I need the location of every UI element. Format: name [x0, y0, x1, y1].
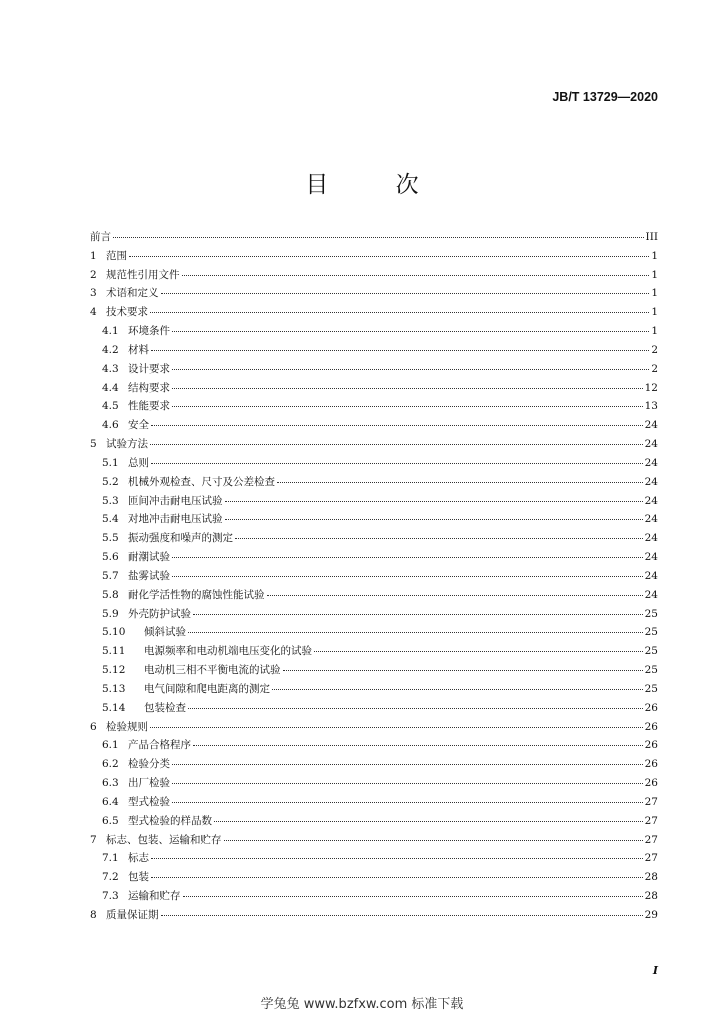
toc-entry-page: 24 — [644, 438, 658, 451]
dot-leader — [267, 587, 643, 596]
toc-entry[interactable] — [90, 417, 658, 436]
toc-entry-page: III — [645, 231, 658, 243]
toc-entry-title: 标志 — [128, 852, 149, 865]
toc-entry-title: 结构要求 — [128, 381, 170, 394]
toc-entry-number: 5.6 — [102, 551, 119, 564]
toc-entry-number: 5.13 — [102, 682, 126, 695]
toc-entry[interactable] — [90, 737, 658, 756]
dot-leader — [151, 417, 643, 426]
dot-leader — [172, 380, 643, 389]
toc-entry-number: 1 — [90, 249, 97, 262]
toc-entry[interactable] — [90, 342, 658, 361]
toc-entry-number: 5.10 — [102, 626, 126, 639]
toc-entry-page: 24 — [644, 475, 658, 488]
toc-entry[interactable] — [90, 511, 658, 530]
dot-leader — [188, 700, 643, 709]
toc-entry[interactable] — [90, 587, 658, 606]
dot-leader — [193, 606, 643, 615]
toc-entry-page: 29 — [644, 908, 658, 921]
toc-entry-title: 前言 — [90, 231, 111, 243]
toc-entry-number: 7.3 — [102, 889, 119, 902]
toc-entry-page: 25 — [644, 626, 658, 639]
toc-entry[interactable] — [90, 530, 658, 549]
toc-entry-number: 6.1 — [102, 739, 119, 752]
toc-entry-title: 性能要求 — [128, 400, 170, 413]
toc-entry-page: 25 — [644, 607, 658, 620]
toc-entry-page: 26 — [644, 777, 658, 790]
toc-entry-number: 4 — [90, 306, 97, 319]
toc-entry[interactable] — [90, 248, 658, 267]
toc-entry-page: 24 — [644, 588, 658, 601]
toc-entry-number: 5.5 — [102, 532, 119, 545]
toc-entry[interactable] — [90, 869, 658, 888]
dot-leader — [172, 549, 643, 558]
dot-leader — [277, 474, 643, 483]
toc-entry-title: 试验方法 — [106, 438, 148, 451]
toc-entry-number: 2 — [90, 268, 97, 281]
toc-entry-title: 匝间冲击耐电压试验 — [128, 494, 223, 507]
toc-entry-page: 27 — [644, 795, 658, 808]
toc-entry[interactable] — [90, 624, 658, 643]
toc-entry-page: 24 — [644, 494, 658, 507]
toc-entry-number: 6 — [90, 720, 97, 733]
toc-entry[interactable] — [90, 436, 658, 455]
toc-entry-title: 规范性引用文件 — [106, 268, 180, 281]
toc-entry[interactable] — [90, 361, 658, 380]
toc-entry-number: 7 — [90, 833, 97, 846]
toc-entry-page: 27 — [644, 814, 658, 827]
toc-entry[interactable] — [90, 681, 658, 700]
dot-leader — [188, 624, 643, 633]
toc-entry[interactable] — [90, 323, 658, 342]
toc-entry[interactable] — [90, 267, 658, 286]
toc-entry[interactable] — [90, 285, 658, 304]
document-code: JB/T 13729—2020 — [552, 90, 658, 104]
toc-entry-page: 25 — [644, 664, 658, 677]
toc-entry-number: 5.4 — [102, 513, 119, 526]
dot-leader — [113, 229, 644, 238]
toc-entry[interactable] — [90, 907, 658, 926]
dot-leader — [172, 398, 643, 407]
toc-entry-page: 27 — [644, 833, 658, 846]
toc-entry[interactable] — [90, 474, 658, 493]
toc-entry-number: 5.1 — [102, 456, 119, 469]
toc-entry-number: 5.8 — [102, 588, 119, 601]
toc-entry-page: 27 — [644, 852, 658, 865]
dot-leader — [283, 662, 643, 671]
dot-leader — [151, 869, 643, 878]
dot-leader — [225, 493, 643, 502]
toc-entry-title: 型式检验 — [128, 795, 170, 808]
toc-entry-page: 13 — [644, 400, 658, 413]
toc-entry-title: 设计要求 — [128, 362, 170, 375]
toc-entry-number: 4.1 — [102, 325, 119, 338]
toc-entry-number: 6.5 — [102, 814, 119, 827]
toc-entry[interactable] — [90, 832, 658, 851]
toc-entry-title: 外壳防护试验 — [128, 607, 191, 620]
toc-entry-number: 5.11 — [102, 645, 126, 658]
toc-entry-title: 材料 — [128, 343, 149, 356]
dot-leader — [150, 304, 649, 313]
toc-entry-page: 26 — [644, 720, 658, 733]
toc-entry[interactable] — [90, 756, 658, 775]
toc-entry-title: 振动强度和噪声的测定 — [128, 532, 233, 545]
toc-entry-page: 2 — [651, 362, 658, 375]
toc-entry[interactable] — [90, 549, 658, 568]
dot-leader — [150, 719, 643, 728]
toc-entry-number: 7.1 — [102, 852, 119, 865]
dot-leader — [172, 756, 643, 765]
toc-entry-number: 4.4 — [102, 381, 119, 394]
toc-entry-number: 4.6 — [102, 419, 119, 432]
dot-leader — [161, 907, 643, 916]
toc-entry-title: 耐化学活性物的腐蚀性能试验 — [128, 588, 265, 601]
toc-entry-title: 运输和贮存 — [128, 889, 181, 902]
toc-entry-page: 1 — [651, 268, 658, 281]
toc-entry-title: 耐潮试验 — [128, 551, 170, 564]
toc-entry[interactable] — [90, 606, 658, 625]
toc-entry-page: 25 — [644, 645, 658, 658]
toc-entry-title: 对地冲击耐电压试验 — [128, 513, 223, 526]
toc-entry[interactable] — [90, 398, 658, 417]
toc-entry-page: 24 — [644, 532, 658, 545]
toc-entry-title: 盐雾试验 — [128, 569, 170, 582]
toc-entry[interactable] — [90, 493, 658, 512]
toc-entry-page: 24 — [644, 569, 658, 582]
toc-entry[interactable] — [90, 719, 658, 738]
page-title: 目 次 — [305, 172, 449, 198]
toc-entry-title: 产品合格程序 — [128, 739, 191, 752]
table-of-contents — [90, 229, 658, 926]
toc-entry-title: 检验分类 — [128, 758, 170, 771]
toc-entry[interactable] — [90, 380, 658, 399]
toc-entry-number: 7.2 — [102, 871, 119, 884]
toc-entry[interactable] — [90, 568, 658, 587]
toc-entry-number: 6.3 — [102, 777, 119, 790]
toc-entry-title: 电动机三相不平衡电流的试验 — [144, 664, 281, 677]
dot-leader — [151, 850, 643, 859]
toc-entry[interactable] — [90, 229, 658, 248]
dot-leader — [272, 681, 643, 690]
dot-leader — [172, 568, 643, 577]
dot-leader — [150, 436, 643, 445]
dot-leader — [161, 285, 650, 294]
toc-entry[interactable] — [90, 662, 658, 681]
toc-entry-number: 4.3 — [102, 362, 119, 375]
dot-leader — [172, 794, 643, 803]
dot-leader — [193, 737, 643, 746]
toc-entry-page: 1 — [651, 287, 658, 300]
dot-leader — [151, 342, 649, 351]
toc-entry-page: 28 — [644, 871, 658, 884]
toc-entry-number: 6.2 — [102, 758, 119, 771]
dot-leader — [183, 888, 643, 897]
toc-entry-page: 24 — [644, 456, 658, 469]
toc-entry-number: 5.3 — [102, 494, 119, 507]
dot-leader — [172, 323, 649, 332]
toc-entry-page: 26 — [644, 701, 658, 714]
toc-entry-title: 包装检查 — [144, 701, 186, 714]
toc-entry-number: 6.4 — [102, 795, 119, 808]
toc-entry-title: 机械外观检查、尺寸及公差检查 — [128, 475, 275, 488]
toc-entry-title: 出厂检验 — [128, 777, 170, 790]
toc-entry-page: 24 — [644, 419, 658, 432]
toc-entry[interactable] — [90, 813, 658, 832]
toc-entry-number: 5.9 — [102, 607, 119, 620]
toc-entry-number: 4.2 — [102, 343, 119, 356]
toc-entry-number: 5.14 — [102, 701, 126, 714]
toc-entry-page: 26 — [644, 758, 658, 771]
toc-entry-number: 3 — [90, 287, 97, 300]
toc-entry-page: 24 — [644, 551, 658, 564]
toc-entry-title: 检验规则 — [106, 720, 148, 733]
watermark-text: 学兔兔 www.bzfxw.com 标准下载 — [260, 997, 464, 1012]
toc-entry-title: 倾斜试验 — [144, 626, 186, 639]
toc-entry-title: 技术要求 — [106, 306, 148, 319]
toc-entry-page: 25 — [644, 682, 658, 695]
toc-entry-title: 术语和定义 — [106, 287, 159, 300]
toc-entry[interactable] — [90, 700, 658, 719]
toc-entry-number: 5.12 — [102, 664, 126, 677]
dot-leader — [314, 643, 643, 652]
toc-entry-title: 电气间隙和爬电距离的测定 — [144, 682, 270, 695]
toc-entry-number: 5.7 — [102, 569, 119, 582]
dot-leader — [235, 530, 643, 539]
toc-entry-title: 总则 — [128, 456, 149, 469]
dot-leader — [225, 511, 643, 520]
toc-entry-title: 质量保证期 — [106, 908, 159, 921]
toc-entry[interactable] — [90, 643, 658, 662]
toc-entry-title: 标志、包装、运输和贮存 — [106, 833, 222, 846]
toc-entry-title: 范围 — [106, 249, 127, 262]
toc-entry-page: 1 — [651, 249, 658, 262]
toc-entry[interactable] — [90, 888, 658, 907]
toc-entry-page: 28 — [644, 889, 658, 902]
toc-entry-number: 5 — [90, 438, 97, 451]
toc-entry-title: 电源频率和电动机端电压变化的试验 — [144, 645, 312, 658]
toc-entry-page: 26 — [644, 739, 658, 752]
toc-entry-title: 安全 — [128, 419, 149, 432]
dot-leader — [172, 361, 649, 370]
dot-leader — [224, 832, 643, 841]
dot-leader — [129, 248, 649, 257]
dot-leader — [172, 775, 643, 784]
toc-entry[interactable] — [90, 775, 658, 794]
toc-entry-page: 24 — [644, 513, 658, 526]
toc-entry-number: 5.2 — [102, 475, 119, 488]
toc-entry[interactable] — [90, 304, 658, 323]
toc-entry-title: 环境条件 — [128, 325, 170, 338]
toc-entry-page: 1 — [651, 306, 658, 319]
toc-entry-page: 2 — [651, 343, 658, 356]
toc-entry[interactable] — [90, 794, 658, 813]
toc-entry-number: 4.5 — [102, 400, 119, 413]
toc-entry-number: 8 — [90, 908, 97, 921]
toc-entry[interactable] — [90, 455, 658, 474]
toc-entry-title: 型式检验的样品数 — [128, 814, 212, 827]
toc-entry-page: 12 — [644, 381, 658, 394]
toc-entry-title: 包装 — [128, 871, 149, 884]
toc-entry-page: 1 — [651, 325, 658, 338]
page-number: I — [652, 964, 658, 977]
dot-leader — [151, 455, 643, 464]
dot-leader — [214, 813, 643, 822]
dot-leader — [182, 267, 650, 276]
toc-entry[interactable] — [90, 850, 658, 869]
